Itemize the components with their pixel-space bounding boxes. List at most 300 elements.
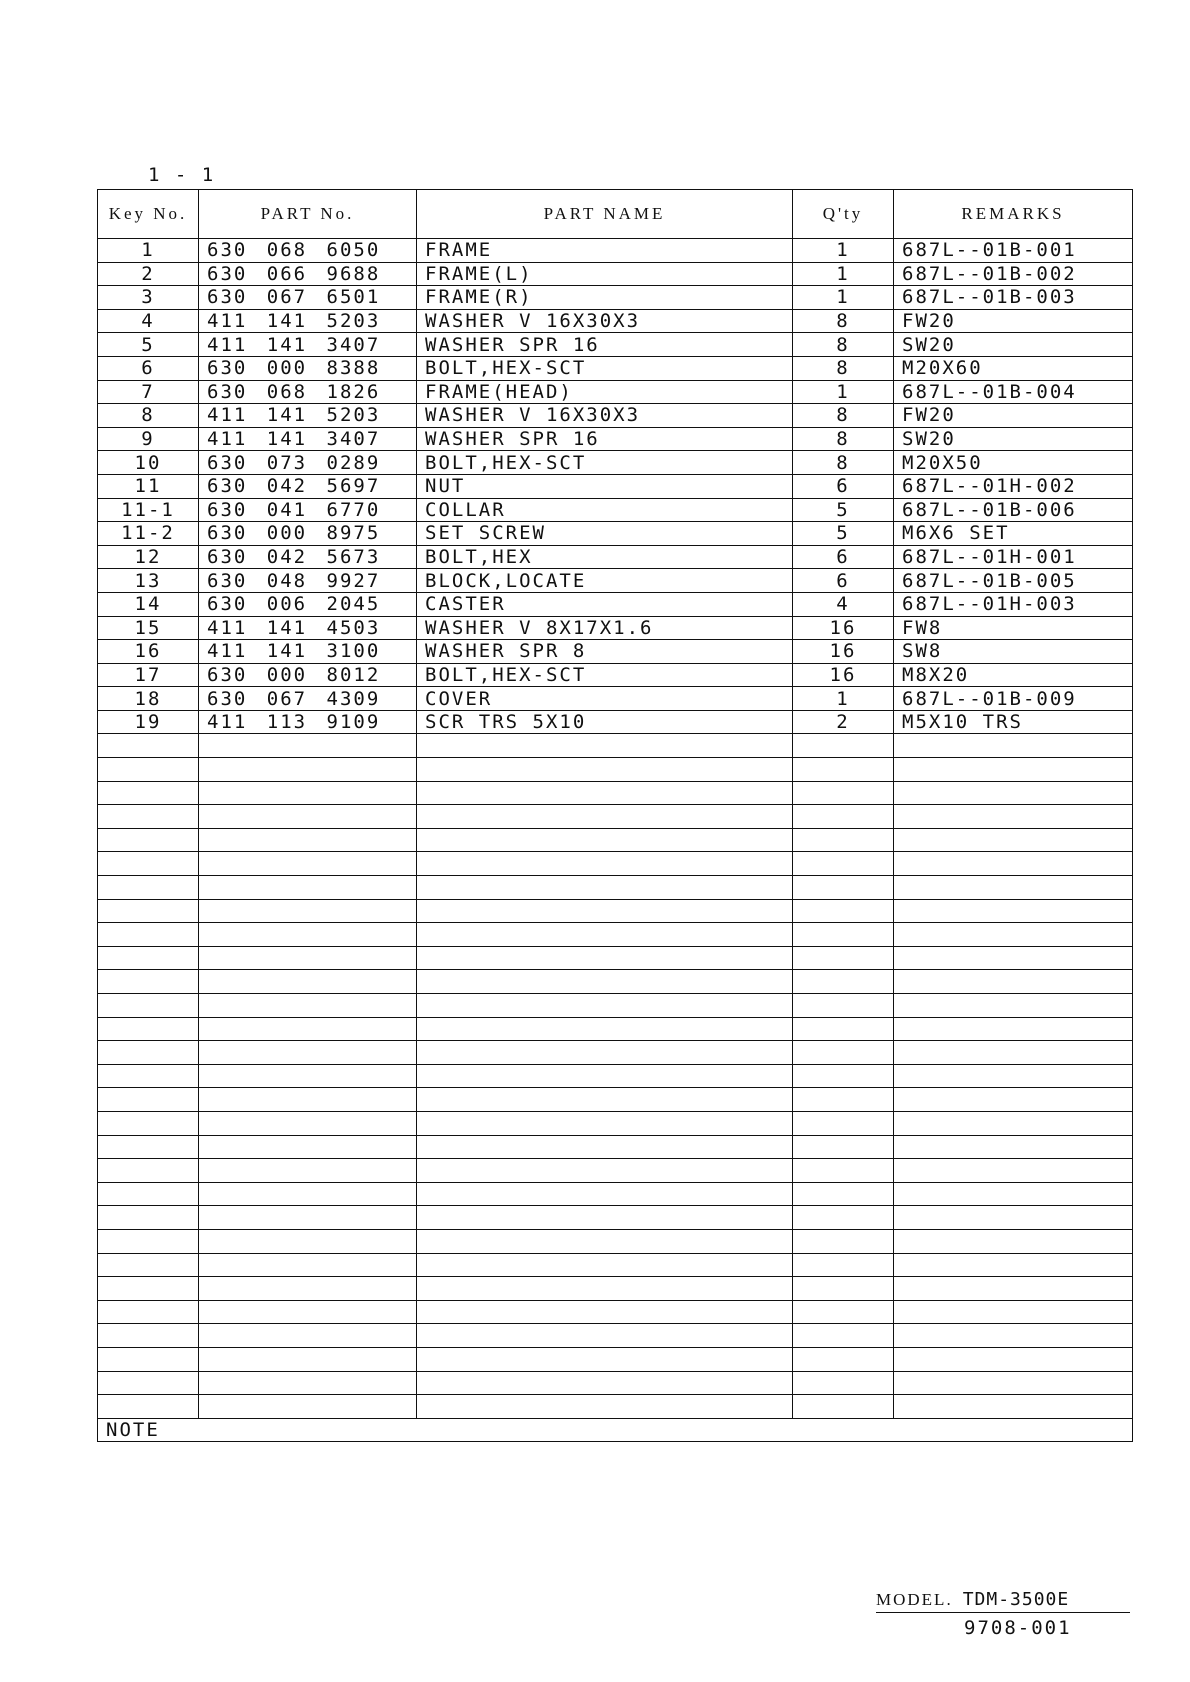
cell-remarks <box>894 1041 1133 1065</box>
table-row <box>98 427 1133 451</box>
cell-part-no <box>199 1017 417 1041</box>
cell-part-name <box>417 1135 793 1159</box>
cell-remarks <box>894 970 1133 994</box>
cell-remarks: 687L--01B-009 <box>894 687 1133 711</box>
column-header-part-no: PART No. <box>199 190 417 239</box>
cell-part-no: 630 041 6770 <box>199 498 417 522</box>
cell-key-no: 15 <box>98 616 199 640</box>
cell-key-no <box>98 876 199 900</box>
cell-part-name: BOLT,HEX-SCT <box>417 663 793 687</box>
table-row <box>98 262 1133 286</box>
blank-row <box>98 1347 1133 1371</box>
cell-qty <box>793 970 894 994</box>
cell-key-no: 10 <box>98 451 199 475</box>
cell-remarks <box>894 1300 1133 1324</box>
cell-part-name: WASHER SPR 8 <box>417 640 793 664</box>
cell-part-no <box>199 1182 417 1206</box>
cell-qty: 8 <box>793 333 894 357</box>
cell-part-name <box>417 781 793 805</box>
cell-remarks <box>894 1017 1133 1041</box>
cell-part-no: 630 042 5673 <box>199 545 417 569</box>
cell-part-no: 630 068 6050 <box>199 239 417 263</box>
cell-part-no <box>199 946 417 970</box>
cell-part-no: 411 141 3407 <box>199 427 417 451</box>
cell-qty <box>793 1159 894 1183</box>
cell-key-no <box>98 1253 199 1277</box>
cell-remarks: FW20 <box>894 309 1133 333</box>
cell-part-name: COVER <box>417 687 793 711</box>
cell-remarks: SW8 <box>894 640 1133 664</box>
cell-key-no: 7 <box>98 380 199 404</box>
cell-key-no: 13 <box>98 569 199 593</box>
column-header-part-name: PART NAME <box>417 190 793 239</box>
cell-remarks <box>894 781 1133 805</box>
cell-qty: 6 <box>793 569 894 593</box>
cell-part-no <box>199 1206 417 1230</box>
cell-key-no <box>98 1135 199 1159</box>
cell-key-no <box>98 899 199 923</box>
blank-row <box>98 852 1133 876</box>
cell-remarks <box>894 1229 1133 1253</box>
cell-qty <box>793 828 894 852</box>
cell-key-no: 18 <box>98 687 199 711</box>
blank-row <box>98 1206 1133 1230</box>
cell-part-no <box>199 781 417 805</box>
cell-key-no <box>98 734 199 758</box>
cell-qty <box>793 1135 894 1159</box>
cell-part-name <box>417 1111 793 1135</box>
cell-part-name <box>417 852 793 876</box>
cell-qty <box>793 1253 894 1277</box>
cell-key-no: 5 <box>98 333 199 357</box>
cell-remarks: 687L--01B-004 <box>894 380 1133 404</box>
cell-key-no <box>98 1371 199 1395</box>
cell-part-no: 630 006 2045 <box>199 592 417 616</box>
cell-part-name: WASHER SPR 16 <box>417 333 793 357</box>
cell-remarks <box>894 923 1133 947</box>
cell-key-no <box>98 1229 199 1253</box>
cell-qty: 1 <box>793 262 894 286</box>
table-row <box>98 687 1133 711</box>
cell-part-no: 630 067 6501 <box>199 286 417 310</box>
cell-qty: 6 <box>793 545 894 569</box>
cell-qty: 6 <box>793 474 894 498</box>
cell-qty <box>793 1017 894 1041</box>
blank-row <box>98 734 1133 758</box>
cell-key-no <box>98 923 199 947</box>
cell-part-no <box>199 734 417 758</box>
cell-key-no <box>98 1324 199 1348</box>
cell-part-name <box>417 734 793 758</box>
blank-row <box>98 970 1133 994</box>
cell-key-no: 8 <box>98 404 199 428</box>
cell-key-no <box>98 1395 199 1419</box>
cell-part-name <box>417 1253 793 1277</box>
cell-part-name: CASTER <box>417 592 793 616</box>
cell-part-name: WASHER V 16X30X3 <box>417 404 793 428</box>
cell-key-no <box>98 1347 199 1371</box>
column-header-remarks: REMARKS <box>894 190 1133 239</box>
blank-row <box>98 1395 1133 1419</box>
cell-key-no <box>98 1064 199 1088</box>
cell-key-no <box>98 970 199 994</box>
blank-row <box>98 1088 1133 1112</box>
parts-table-body <box>98 239 1133 1419</box>
cell-part-no: 630 042 5697 <box>199 474 417 498</box>
cell-qty <box>793 1229 894 1253</box>
cell-remarks <box>894 994 1133 1018</box>
cell-qty: 8 <box>793 451 894 475</box>
cell-qty: 5 <box>793 498 894 522</box>
cell-qty <box>793 1300 894 1324</box>
cell-part-no: 630 000 8975 <box>199 522 417 546</box>
cell-key-no: 4 <box>98 309 199 333</box>
cell-part-name: BOLT,HEX-SCT <box>417 451 793 475</box>
cell-key-no: 2 <box>98 262 199 286</box>
cell-part-no <box>199 828 417 852</box>
cell-key-no <box>98 828 199 852</box>
note-label: NOTE <box>106 1418 160 1441</box>
cell-part-no <box>199 805 417 829</box>
cell-remarks <box>894 758 1133 782</box>
cell-key-no: 9 <box>98 427 199 451</box>
cell-part-name <box>417 1324 793 1348</box>
cell-part-name: SET SCREW <box>417 522 793 546</box>
cell-qty <box>793 899 894 923</box>
table-row <box>98 545 1133 569</box>
cell-part-name <box>417 946 793 970</box>
cell-qty: 4 <box>793 592 894 616</box>
cell-part-no <box>199 1135 417 1159</box>
cell-qty <box>793 923 894 947</box>
cell-key-no <box>98 1182 199 1206</box>
table-row <box>98 380 1133 404</box>
blank-row <box>98 946 1133 970</box>
table-row <box>98 640 1133 664</box>
cell-qty <box>793 805 894 829</box>
table-row <box>98 356 1133 380</box>
cell-remarks: 687L--01B-002 <box>894 262 1133 286</box>
cell-part-name <box>417 1182 793 1206</box>
blank-row <box>98 758 1133 782</box>
cell-part-no <box>199 1347 417 1371</box>
sheet-number: 1 - 1 <box>148 164 216 186</box>
cell-part-name <box>417 970 793 994</box>
blank-row <box>98 1324 1133 1348</box>
cell-part-name <box>417 1041 793 1065</box>
cell-part-name <box>417 899 793 923</box>
cell-remarks <box>894 1206 1133 1230</box>
cell-qty <box>793 1277 894 1301</box>
cell-part-name <box>417 1159 793 1183</box>
cell-qty: 8 <box>793 356 894 380</box>
cell-remarks: 687L--01H-001 <box>894 545 1133 569</box>
cell-key-no <box>98 1300 199 1324</box>
cell-part-no <box>199 1111 417 1135</box>
blank-row <box>98 805 1133 829</box>
cell-qty <box>793 1064 894 1088</box>
cell-qty <box>793 1206 894 1230</box>
cell-remarks <box>894 1064 1133 1088</box>
cell-key-no: 16 <box>98 640 199 664</box>
cell-part-no: 411 141 5203 <box>199 309 417 333</box>
cell-part-no <box>199 923 417 947</box>
cell-part-name <box>417 1300 793 1324</box>
blank-row <box>98 828 1133 852</box>
cell-key-no <box>98 1206 199 1230</box>
blank-row <box>98 899 1133 923</box>
cell-part-no <box>199 1324 417 1348</box>
blank-row <box>98 1041 1133 1065</box>
cell-key-no: 11-2 <box>98 522 199 546</box>
table-row <box>98 663 1133 687</box>
cell-part-no: 630 048 9927 <box>199 569 417 593</box>
cell-key-no <box>98 1111 199 1135</box>
cell-part-no: 630 000 8388 <box>199 356 417 380</box>
cell-remarks <box>894 1347 1133 1371</box>
cell-part-no <box>199 899 417 923</box>
cell-part-name <box>417 1277 793 1301</box>
cell-qty: 8 <box>793 404 894 428</box>
cell-part-name <box>417 876 793 900</box>
cell-remarks <box>894 734 1133 758</box>
cell-key-no: 14 <box>98 592 199 616</box>
cell-key-no <box>98 1088 199 1112</box>
cell-part-name <box>417 1347 793 1371</box>
cell-remarks <box>894 852 1133 876</box>
blank-row <box>98 1371 1133 1395</box>
cell-remarks <box>894 1253 1133 1277</box>
blank-row <box>98 1017 1133 1041</box>
cell-key-no <box>98 781 199 805</box>
cell-remarks <box>894 1088 1133 1112</box>
cell-remarks: M8X20 <box>894 663 1133 687</box>
cell-key-no <box>98 758 199 782</box>
cell-remarks: 687L--01B-003 <box>894 286 1133 310</box>
cell-key-no: 1 <box>98 239 199 263</box>
cell-part-no <box>199 1253 417 1277</box>
cell-remarks <box>894 1324 1133 1348</box>
table-row <box>98 522 1133 546</box>
table-row <box>98 451 1133 475</box>
cell-key-no <box>98 1159 199 1183</box>
blank-row <box>98 1277 1133 1301</box>
cell-qty: 1 <box>793 239 894 263</box>
cell-part-name <box>417 1229 793 1253</box>
parts-list-table <box>97 189 1133 1442</box>
cell-part-name: WASHER SPR 16 <box>417 427 793 451</box>
cell-qty <box>793 1371 894 1395</box>
cell-part-name: WASHER V 16X30X3 <box>417 309 793 333</box>
cell-qty <box>793 758 894 782</box>
blank-row <box>98 876 1133 900</box>
cell-part-name: FRAME(R) <box>417 286 793 310</box>
blank-row <box>98 1300 1133 1324</box>
note-area <box>98 1418 1133 1442</box>
cell-part-name: BOLT,HEX <box>417 545 793 569</box>
cell-part-no: 411 141 3100 <box>199 640 417 664</box>
cell-key-no <box>98 994 199 1018</box>
blank-row <box>98 994 1133 1018</box>
cell-qty <box>793 1088 894 1112</box>
cell-part-no <box>199 1229 417 1253</box>
cell-key-no: 11-1 <box>98 498 199 522</box>
cell-part-no <box>199 1159 417 1183</box>
cell-remarks: FW20 <box>894 404 1133 428</box>
cell-part-no: 630 067 4309 <box>199 687 417 711</box>
cell-part-no: 411 141 3407 <box>199 333 417 357</box>
cell-part-no <box>199 758 417 782</box>
cell-part-name: BLOCK,LOCATE <box>417 569 793 593</box>
cell-part-name: NUT <box>417 474 793 498</box>
cell-key-no: 6 <box>98 356 199 380</box>
cell-part-name <box>417 1371 793 1395</box>
cell-remarks <box>894 1159 1133 1183</box>
table-row <box>98 569 1133 593</box>
blank-row <box>98 1064 1133 1088</box>
cell-qty <box>793 1395 894 1419</box>
cell-part-no <box>199 852 417 876</box>
cell-part-no <box>199 1088 417 1112</box>
blank-row <box>98 1111 1133 1135</box>
cell-qty: 8 <box>793 427 894 451</box>
model-line <box>876 1589 1130 1613</box>
cell-remarks <box>894 1277 1133 1301</box>
cell-part-name <box>417 923 793 947</box>
cell-key-no <box>98 946 199 970</box>
cell-remarks: 687L--01H-003 <box>894 592 1133 616</box>
cell-qty <box>793 1111 894 1135</box>
cell-part-name: FRAME(HEAD) <box>417 380 793 404</box>
cell-qty <box>793 852 894 876</box>
cell-part-name <box>417 1017 793 1041</box>
cell-remarks <box>894 899 1133 923</box>
cell-part-no: 630 000 8012 <box>199 663 417 687</box>
cell-remarks: M20X60 <box>894 356 1133 380</box>
cell-remarks: M6X6 SET <box>894 522 1133 546</box>
cell-remarks: 687L--01B-001 <box>894 239 1133 263</box>
cell-remarks: 687L--01B-006 <box>894 498 1133 522</box>
cell-part-no <box>199 876 417 900</box>
cell-qty <box>793 781 894 805</box>
cell-qty <box>793 876 894 900</box>
cell-qty: 16 <box>793 616 894 640</box>
blank-row <box>98 781 1133 805</box>
cell-qty: 1 <box>793 286 894 310</box>
cell-part-no: 630 068 1826 <box>199 380 417 404</box>
blank-row <box>98 1253 1133 1277</box>
cell-part-no <box>199 1041 417 1065</box>
cell-key-no <box>98 852 199 876</box>
cell-key-no: 17 <box>98 663 199 687</box>
cell-part-name <box>417 994 793 1018</box>
cell-remarks: SW20 <box>894 333 1133 357</box>
cell-part-name: FRAME(L) <box>417 262 793 286</box>
model-label: MODEL. <box>876 1590 953 1609</box>
table-row <box>98 592 1133 616</box>
cell-remarks <box>894 1371 1133 1395</box>
cell-remarks <box>894 1395 1133 1419</box>
cell-part-name <box>417 758 793 782</box>
cell-remarks <box>894 1111 1133 1135</box>
cell-key-no <box>98 1277 199 1301</box>
cell-part-no <box>199 1395 417 1419</box>
cell-part-name: SCR TRS 5X10 <box>417 710 793 734</box>
cell-remarks: 687L--01H-002 <box>894 474 1133 498</box>
cell-remarks: 687L--01B-005 <box>894 569 1133 593</box>
cell-part-name: WASHER V 8X17X1.6 <box>417 616 793 640</box>
cell-qty: 8 <box>793 309 894 333</box>
cell-part-name: COLLAR <box>417 498 793 522</box>
cell-part-no <box>199 1277 417 1301</box>
cell-qty <box>793 1347 894 1371</box>
cell-remarks <box>894 1135 1133 1159</box>
column-header-qty: Q'ty <box>793 190 894 239</box>
cell-part-name <box>417 1395 793 1419</box>
cell-qty <box>793 1324 894 1348</box>
cell-key-no: 12 <box>98 545 199 569</box>
cell-part-no: 630 066 9688 <box>199 262 417 286</box>
blank-row <box>98 1182 1133 1206</box>
document-code: 9708-001 <box>964 1617 1072 1639</box>
cell-qty <box>793 734 894 758</box>
table-row <box>98 333 1133 357</box>
cell-remarks <box>894 946 1133 970</box>
cell-part-name <box>417 828 793 852</box>
cell-key-no <box>98 805 199 829</box>
cell-part-no: 411 141 5203 <box>199 404 417 428</box>
cell-qty: 2 <box>793 710 894 734</box>
table-row <box>98 616 1133 640</box>
table-row <box>98 309 1133 333</box>
cell-remarks <box>894 876 1133 900</box>
blank-row <box>98 1229 1133 1253</box>
blank-row <box>98 1135 1133 1159</box>
cell-qty: 5 <box>793 522 894 546</box>
table-row <box>98 474 1133 498</box>
table-header-row <box>98 190 1133 239</box>
cell-part-no: 411 113 9109 <box>199 710 417 734</box>
cell-part-no <box>199 970 417 994</box>
cell-remarks <box>894 1182 1133 1206</box>
cell-part-no: 411 141 4503 <box>199 616 417 640</box>
cell-qty: 1 <box>793 380 894 404</box>
table-row <box>98 286 1133 310</box>
model-value: TDM-3500E <box>962 1589 1070 1610</box>
cell-key-no: 19 <box>98 710 199 734</box>
cell-remarks: M5X10 TRS <box>894 710 1133 734</box>
table-row <box>98 710 1133 734</box>
cell-key-no: 3 <box>98 286 199 310</box>
blank-row <box>98 1159 1133 1183</box>
table-row <box>98 239 1133 263</box>
cell-qty: 16 <box>793 663 894 687</box>
cell-part-name: FRAME <box>417 239 793 263</box>
cell-remarks <box>894 828 1133 852</box>
cell-remarks: SW20 <box>894 427 1133 451</box>
column-header-key-no: Key No. <box>98 190 199 239</box>
cell-key-no: 11 <box>98 474 199 498</box>
cell-part-name <box>417 805 793 829</box>
cell-part-name: BOLT,HEX-SCT <box>417 356 793 380</box>
cell-key-no <box>98 1017 199 1041</box>
cell-qty: 1 <box>793 687 894 711</box>
table-row <box>98 404 1133 428</box>
cell-key-no <box>98 1041 199 1065</box>
cell-qty <box>793 994 894 1018</box>
cell-qty: 16 <box>793 640 894 664</box>
cell-part-no <box>199 1300 417 1324</box>
